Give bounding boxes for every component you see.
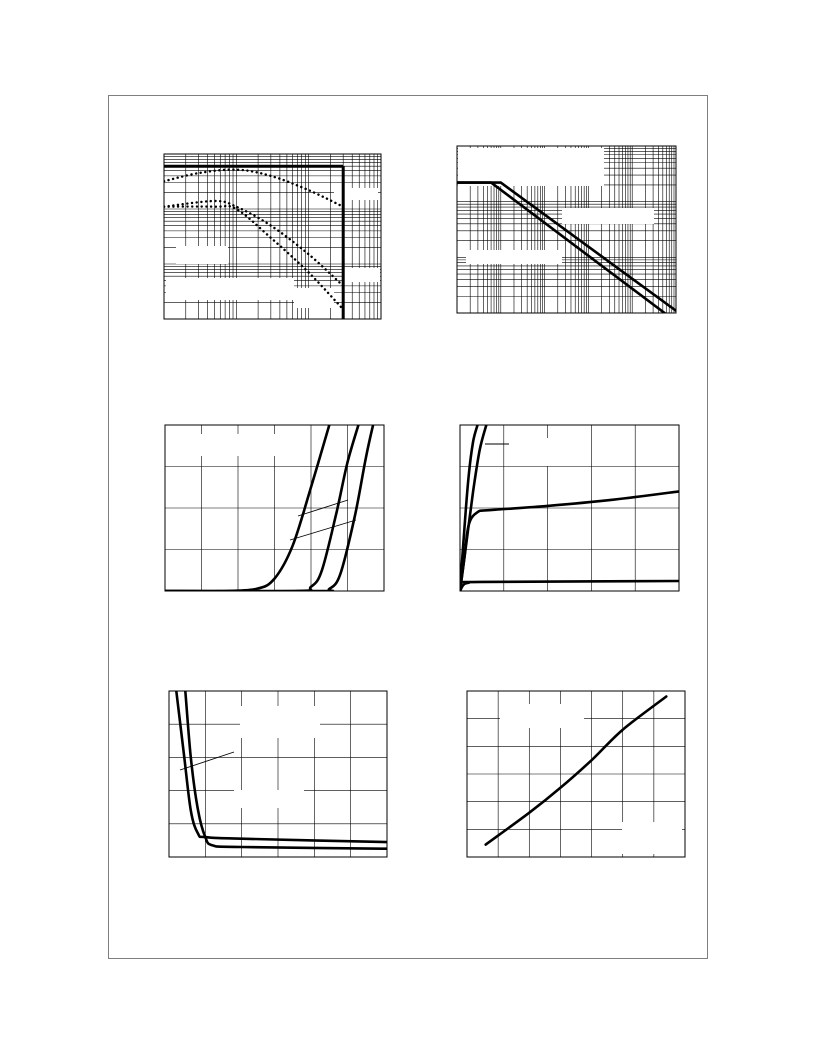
chart-1-label-box [344,268,380,282]
chart-1-safe-operating-area [158,148,388,324]
chart-6-label-box [622,822,682,854]
chart-2-label-box [562,208,654,224]
chart-2-label-box [466,250,562,264]
chart-1-label-box [334,188,378,200]
chart-1-label-box [166,278,294,300]
chart-5-label-box [234,790,304,808]
chart-2-label-box [458,148,604,186]
chart-6-temperature-coefficient [462,686,692,862]
chart-5-annotation-arrow [180,752,234,770]
chart-6-label-box [500,704,584,728]
series-3-line [460,491,679,591]
chart-5-label-box [240,706,320,738]
chart-4-grid [460,425,679,591]
chart-3-label-box [180,434,280,456]
chart-1-label-box [294,288,334,308]
chart-4-label-box [507,438,557,466]
chart-5-on-resistance [164,686,394,862]
series-2-line [164,201,343,286]
series-1-line [164,170,343,207]
chart-2-transient-impedance [452,140,682,318]
series-4-line [460,581,679,591]
chart-1-label-box [176,246,228,264]
chart-4-output-characteristics [455,420,685,598]
chart-3-transfer-characteristics [160,420,390,598]
